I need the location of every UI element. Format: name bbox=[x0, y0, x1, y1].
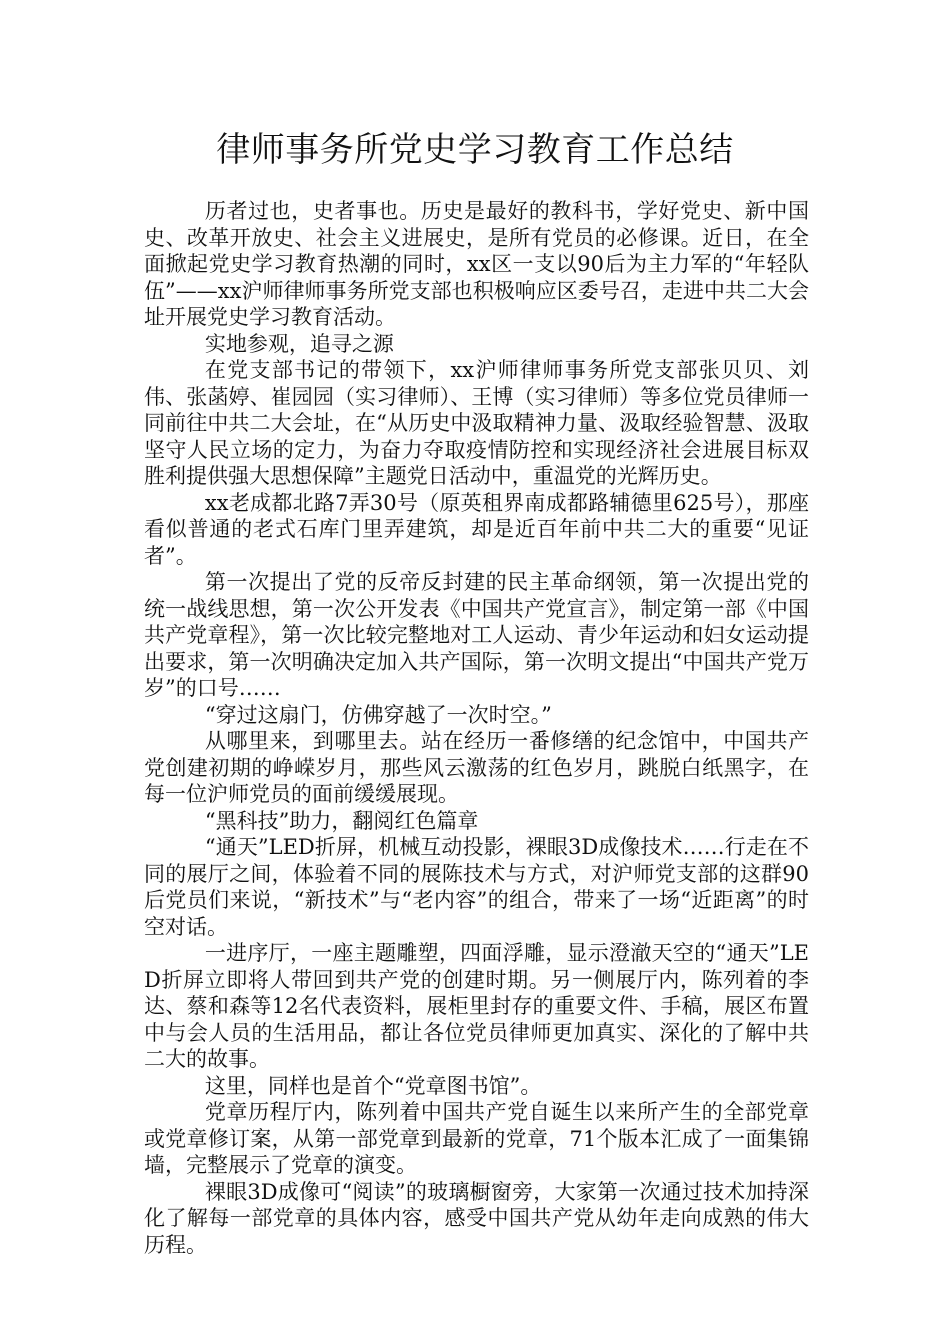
paragraph-technology: “通天”LED折屏，机械互动投影，裸眼3D成像技术……行走在不同的展厅之间，体验着不同的展陈技术与方式，对沪师党支部的这群90后党员们来说，“新技术”与“老内容”的组合，带来了一场“近距离”的时空对话。 bbox=[144, 835, 809, 939]
paragraph-site-address: xx老成都北路7弄30号（原英租界南成都路辅德里625号），那座看似普通的老式石库门里弄建筑，却是近百年前中共二大的重要“见证者”。 bbox=[144, 490, 809, 568]
document-body bbox=[144, 198, 809, 1258]
paragraph-constitution-hall: 党章历程厅内，陈列着中国共产党自诞生以来所产生的全部党章或党章修订案，从第一部党章到最新的党章，71个版本汇成了一面集锦墙，完整展示了党章的演变。 bbox=[144, 1100, 809, 1177]
paragraph-exhibition-hall: 一进序厅，一座主题雕塑，四面浮雕，显示澄澈天空的“通天”LED折屏立即将人带回到共产党的创建时期。另一侧展厅内，陈列着的李达、蔡和森等12名代表资料，展柜里封存的重要文件、手稿，展区布置中与会人员的生活用品，都让各位党员律师更加真实、深化的了解中共二大的故事。 bbox=[144, 941, 809, 1071]
paragraph-firsts: 第一次提出了党的反帝反封建的民主革命纲领，第一次提出党的统一战线思想，第一次公开发表《中国共产党宣言》，制定第一部《中国共产党章程》，第一次比较完整地对工人运动、青少年运动和妇女运动提出要求，第一次明确决定加入共产国际，第一次明文提出“中国共产党万岁”的口号…… bbox=[144, 570, 809, 700]
paragraph-intro: 历者过也，史者事也。历史是最好的教科书，学好党史、新中国史、改革开放史、社会主义进展史，是所有党员的必修课。近日，在全面掀起党史学习教育热潮的同时，xx区一支以90后为主力军的“年轻队伍”——xx沪师律师事务所党支部也积极响应区委号召，走进中共二大会址开展党史学习教育活动。 bbox=[144, 199, 809, 329]
document-title: 律师事务所党史学习教育工作总结 bbox=[216, 130, 734, 170]
section-heading-site-visit: 实地参观，追寻之源 bbox=[204, 331, 394, 356]
paragraph-history: 从哪里来，到哪里去。站在经历一番修缮的纪念馆中，中国共产党创建初期的峥嵘岁月，那些风云激荡的红色岁月，跳脱白纸黑字，在每一位沪师党员的面前缓缓展现。 bbox=[144, 729, 809, 806]
paragraph-quote: “穿过这扇门，仿佛穿越了一次时空。” bbox=[204, 702, 552, 727]
paragraph-3d-window: 裸眼3D成像可“阅读”的玻璃橱窗旁，大家第一次通过技术加持深化了解每一部党章的具体内容，感受中国共产党从幼年走向成熟的伟大历程。 bbox=[144, 1179, 809, 1257]
section-heading-technology: “黑科技”助力，翻阅红色篇章 bbox=[204, 808, 479, 833]
paragraph-library: 这里，同样也是首个“党章图书馆”。 bbox=[204, 1073, 542, 1098]
paragraph-visit-members: 在党支部书记的带领下，xx沪师律师事务所党支部张贝贝、刘伟、张菡婷、崔园园（实习律师）、王博（实习律师）等多位党员律师一同前往中共二大会址，在“从历史中汲取精神力量、汲取经验智慧、汲取坚守人民立场的定力，为奋力夺取疫情防控和实现经济社会进展目标双胜利提供强大思想保障”主题党日活动中，重温党的光辉历史。 bbox=[144, 358, 809, 488]
